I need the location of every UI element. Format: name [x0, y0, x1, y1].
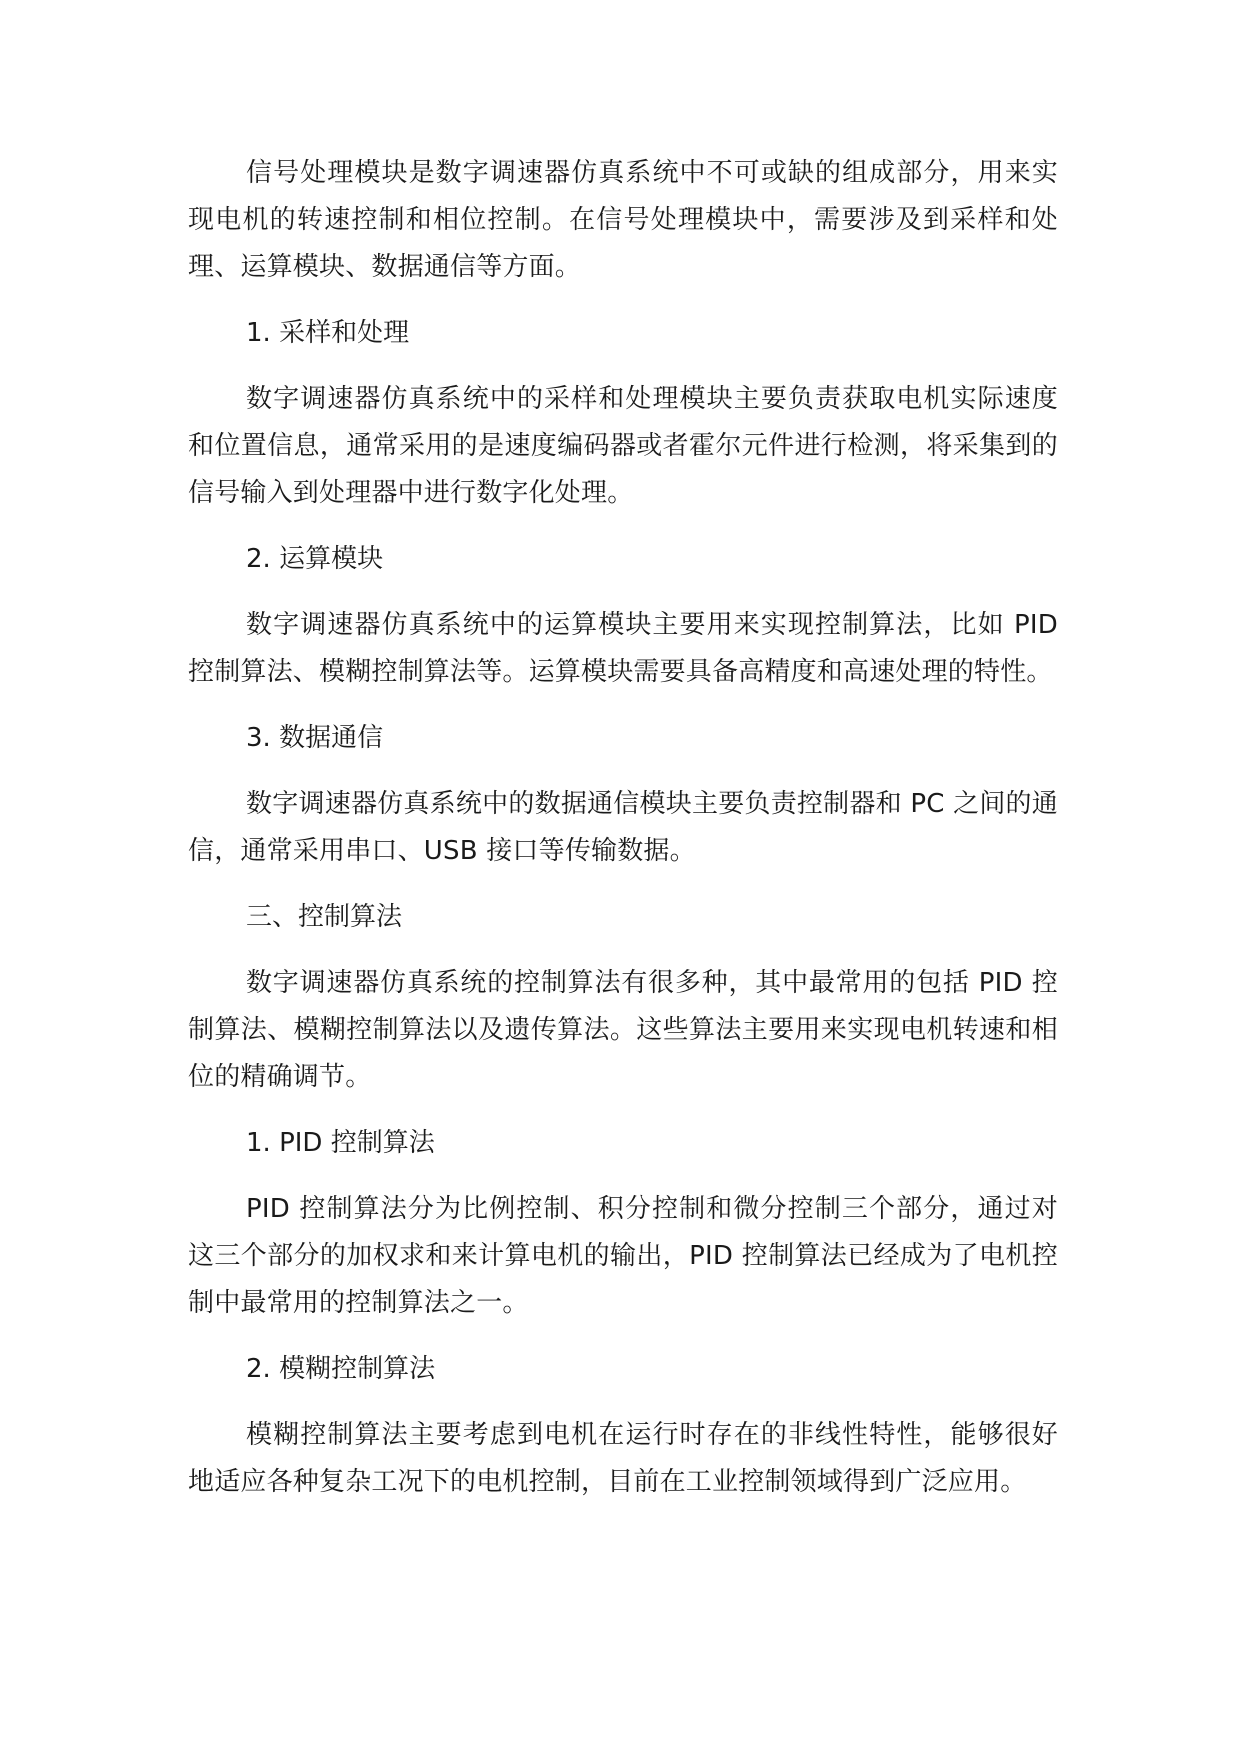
- paragraph-sampling: 数字调速器仿真系统中的采样和处理模块主要负责获取电机实际速度和位置信息，通常采用的是速度编码器或者霍尔元件进行检测，将采集到的信号输入到处理器中进行数字化处理。: [188, 384, 1058, 508]
- document-page: [188, 150, 1058, 1506]
- heading-pid: 1. PID 控制算法: [246, 1128, 435, 1158]
- paragraph-communication: 数字调速器仿真系统中的数据通信模块主要负责控制器和 PC 之间的通信，通常采用串口、USB 接口等传输数据。: [188, 789, 1058, 866]
- heading-sampling: 1. 采样和处理: [246, 318, 410, 348]
- paragraph-computation: 数字调速器仿真系统中的运算模块主要用来实现控制算法，比如 PID 控制算法、模糊控制算法等。运算模块需要具备高精度和高速处理的特性。: [188, 610, 1058, 687]
- paragraph-pid: PID 控制算法分为比例控制、积分控制和微分控制三个部分，通过对这三个部分的加权求和来计算电机的输出，PID 控制算法已经成为了电机控制中最常用的控制算法之一。: [188, 1194, 1058, 1318]
- heading-fuzzy: 2. 模糊控制算法: [246, 1354, 436, 1384]
- heading-communication: 3. 数据通信: [246, 723, 384, 753]
- paragraph-intro: 信号处理模块是数字调速器仿真系统中不可或缺的组成部分，用来实现电机的转速控制和相位控制。在信号处理模块中，需要涉及到采样和处理、运算模块、数据通信等方面。: [188, 158, 1058, 282]
- paragraph-fuzzy: 模糊控制算法主要考虑到电机在运行时存在的非线性特性，能够很好地适应各种复杂工况下的电机控制，目前在工业控制领域得到广泛应用。: [188, 1420, 1058, 1497]
- paragraph-control-algorithms: 数字调速器仿真系统的控制算法有很多种，其中最常用的包括 PID 控制算法、模糊控制算法以及遗传算法。这些算法主要用来实现电机转速和相位的精确调节。: [188, 968, 1058, 1092]
- heading-computation: 2. 运算模块: [246, 544, 384, 574]
- heading-control-algorithms: 三、控制算法: [246, 902, 403, 932]
